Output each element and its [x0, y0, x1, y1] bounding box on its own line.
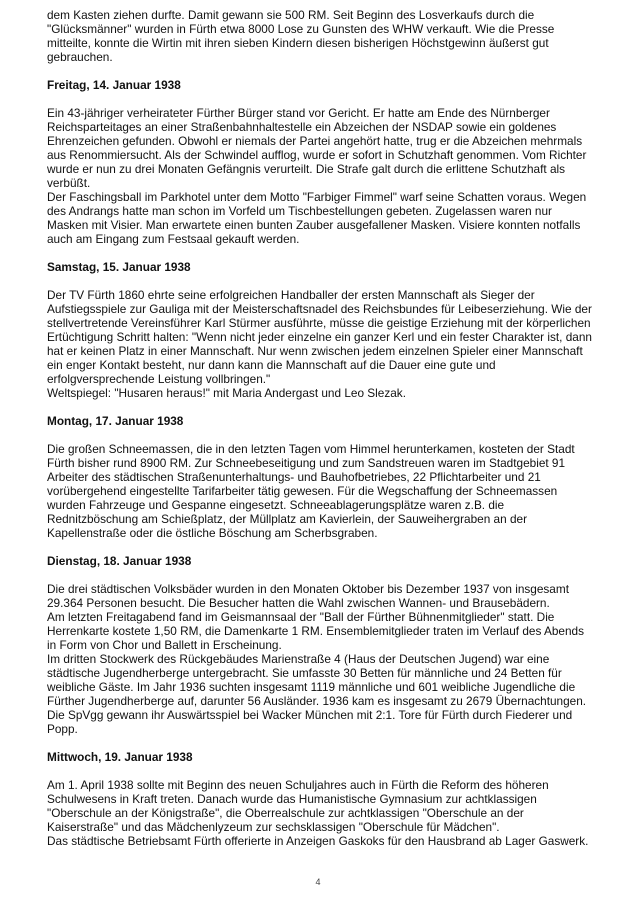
- text-line: Am letzten Freitagabend fand im Geismannsaal der "Ball der Fürther Bühnenmitglieder" statt. Die: [47, 610, 555, 624]
- text-line: Aufstiegsspiele zur Gauliga mit der Meisterschaftsnadel des Reichsbundes für Leibeserziehung. Wie der: [47, 302, 592, 316]
- text-line: "Oberschule an der Königstraße", die Oberrealschule zur achtklassigen "Oberschule an der: [47, 806, 524, 820]
- text-line: auch am Eingang zum Festsaal gekauft werden.: [47, 232, 300, 246]
- text-line: mitteilte, konnte die Wirtin mit ihren sieben Kindern diesen bisherigen Höchstgewinn äußerst gut: [47, 36, 549, 50]
- text-line: Fürth bisher rund 8900 RM. Zur Schneebeseitigung und zum Sandstreuen waren im Stadtgebiet 91: [47, 456, 566, 470]
- text-line: stellvertretende Vereinsführer Karl Stürmer ausführte, müsse die geistige Erziehung mit der körperlichen: [47, 316, 591, 330]
- section-paragraph: [47, 288, 607, 400]
- text-line: weibliche Gäste. Im Jahr 1936 suchten insgesamt 1119 männliche und 601 weibliche Jugendliche die: [47, 680, 576, 694]
- date-section: [47, 554, 607, 736]
- text-line: Die großen Schneemassen, die in den letzten Tagen vom Himmel herunterkamen, kosteten der Stadt: [47, 442, 575, 456]
- text-line: Die drei städtischen Volksbäder wurden in den Monaten Oktober bis Dezember 1937 von insgesamt: [47, 582, 569, 596]
- text-line: Weltspiegel: "Husaren heraus!" mit Maria Andergast und Leo Slezak.: [47, 386, 406, 400]
- text-line: Im dritten Stockwerk des Rückgebäudes Marienstraße 4 (Haus der Deutschen Jugend) war eine: [47, 652, 550, 666]
- section-heading: Samstag, 15. Januar 1938: [47, 260, 191, 274]
- text-line: gebrauchen.: [47, 50, 113, 64]
- text-line: wurde er nun zu drei Monaten Gefängnis verurteilt. Die Strafe galt durch die erlittene Schutzhaft als: [47, 162, 566, 176]
- text-line: verbüßt.: [47, 176, 91, 190]
- text-line: Ein 43-jähriger verheirateter Fürther Bürger stand vor Gericht. Er hatte am Ende des Nürnberger: [47, 106, 550, 120]
- section-paragraph: [47, 106, 607, 246]
- text-line: Herrenkarte kostete 1,50 RM, die Damenkarte 1 RM. Ensemblemitglieder traten im Verlauf des Abends: [47, 624, 585, 638]
- text-line: Die SpVgg gewann ihr Auswärtsspiel bei Wacker München mit 2:1. Tore für Fürth durch Fiederer und: [47, 708, 573, 722]
- text-line: aus Renommiersucht. Als der Schwindel aufflog, wurde er sofort in Schutzhaft genommen. Vom Richter: [47, 148, 587, 162]
- text-line: vorübergehend eingestellte Tarifarbeiter tätig gewesen. Für die Wegschaffung der Schneemassen: [47, 484, 558, 498]
- document-body: [47, 8, 607, 848]
- section-paragraph: [47, 582, 607, 736]
- text-line: städtische Jugendherberge untergebracht. Sie umfasste 30 Betten für männliche und 24 Betten für: [47, 666, 562, 680]
- text-line: Popp.: [47, 722, 78, 736]
- page-number: 4: [315, 877, 321, 887]
- text-line: Der TV Fürth 1860 ehrte seine erfolgreichen Handballer der ersten Mannschaft als Sieger der: [47, 288, 535, 302]
- text-line: 29.364 Personen besucht. Die Besucher hatten die Wahl zwischen Wannen- und Brausebädern.: [47, 596, 550, 610]
- text-line: Arbeiter des städtischen Straßenunterhaltungs- und Bauhofbetriebes, 22 Pflichtarbeiter und 21: [47, 470, 541, 484]
- text-line: Ehrenzeichen gefunden. Obwohl er niemals der Partei angehört hatte, trug er die Abzeichen mehrmals: [47, 134, 583, 148]
- section-paragraph: [47, 442, 607, 540]
- date-section: [47, 78, 607, 246]
- text-line: Rednitzböschung am Schießplatz, der Müllplatz am Kavierlein, der Sauweihergraben an der: [47, 512, 527, 526]
- section-heading: Dienstag, 18. Januar 1938: [47, 554, 192, 568]
- text-line: Kaiserstraße" und das Mädchenlyzeum zur sechsklassigen "Oberschule für Mädchen".: [47, 820, 500, 834]
- date-section: [47, 750, 607, 848]
- text-line: dem Kasten ziehen durfte. Damit gewann sie 500 RM. Seit Beginn des Losverkaufs durch die: [47, 8, 535, 22]
- section-paragraph: [47, 778, 607, 848]
- text-line: Fürther Jugendherberge auf, darunter 56 Ausländer. 1936 kam es insgesamt zu 2679 Übernachtungen.: [47, 694, 587, 708]
- text-line: Masken mit Visier. Man erwartete einen bunten Zauber ausgefallener Masken. Visiere konnten notfalls: [47, 218, 581, 232]
- text-line: Schulwesens in Kraft treten. Danach wurde das Humanistische Gymnasium zur achtklassigen: [47, 792, 537, 806]
- text-line: Am 1. April 1938 sollte mit Beginn des neuen Schuljahres auch in Fürth die Reform des höheren: [47, 778, 549, 792]
- section-heading: Mittwoch, 19. Januar 1938: [47, 750, 193, 764]
- text-line: Reichsparteitages an einer Straßenbahnhaltestelle ein Abzeichen der NSDAP sowie ein goldenes: [47, 120, 557, 134]
- text-line: "Glücksmänner" wurden in Fürth etwa 8000 Lose zu Gunsten des WHW verkauft. Wie die Presse: [47, 22, 555, 36]
- text-line: hat er keinen Platz in einer Mannschaft. Nur wenn zwischen jedem einzelnen Spieler einer Mannschaft: [47, 344, 583, 358]
- date-section: [47, 260, 607, 400]
- date-section: [47, 414, 607, 540]
- text-line: Kapellenstraße oder die östliche Böschung am Scherbsgraben.: [47, 526, 378, 540]
- section-heading: Montag, 17. Januar 1938: [47, 414, 184, 428]
- text-line: erfolgversprechende Leistung vollbringen.": [47, 372, 271, 386]
- section-heading: Freitag, 14. Januar 1938: [47, 78, 181, 92]
- text-line: in Form von Chor und Ballett in Erscheinung.: [47, 638, 282, 652]
- text-line: Ertüchtigung Schritt halten: "Wenn nicht jeder einzelne ein ganzer Kerl und ein fester Charakter ist, dann: [47, 330, 592, 344]
- text-line: wurden Fahrzeuge und Gespanne eingesetzt. Schneeablagerungsplätze waren z.B. die: [47, 498, 505, 512]
- intro-paragraph: [47, 8, 607, 64]
- text-line: des Andrangs hatte man schon im Vorfeld um Tischbestellungen gebeten. Zugelassen waren nur: [47, 204, 552, 218]
- text-line: ein enger Kontakt besteht, nur dann kann die Mannschaft auf die Dauer eine gute und: [47, 358, 496, 372]
- text-line: Das städtische Betriebsamt Fürth offerierte in Anzeigen Gaskoks für den Hausbrand ab Lager Gaswerk.: [47, 834, 589, 848]
- text-line: Der Faschingsball im Parkhotel unter dem Motto "Farbiger Fimmel" warf seine Schatten voraus. Wegen: [47, 190, 587, 204]
